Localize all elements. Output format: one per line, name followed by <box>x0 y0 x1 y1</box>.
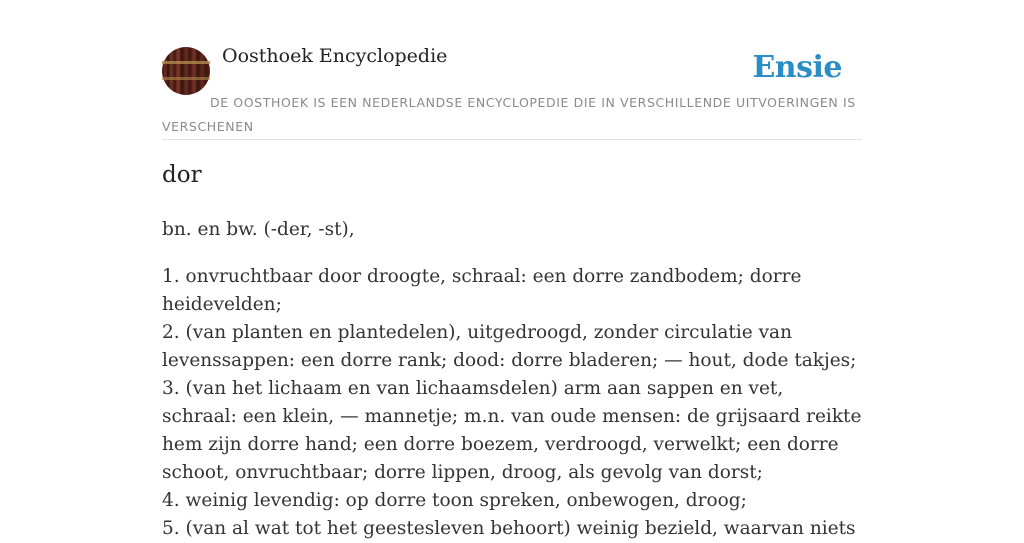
site-title[interactable]: Oosthoek Encyclopedie <box>222 45 448 67</box>
meaning-item-1: 1. onvruchtbaar door droogte, schraal: een dorre zandbodem; dorre heidevelden; <box>162 266 802 315</box>
ensie-logo[interactable]: Ensie <box>752 50 842 85</box>
meaning-item-2: 2. (van planten en plantedelen), uitgedroogd, zonder circulatie van levenssappen: een dorre rank; dood: dorre bladeren; — hout, dode takjes; <box>162 322 857 371</box>
entry-body <box>162 215 862 543</box>
meaning-item-3: 3. (van het lichaam en van lichaamsdelen) arm aan sappen en vet, schraal: een klein, — mannetje; m.n. van oude mensen: de grijsaard reikte hem zijn dorre hand; een dorre boezem, verdroogd, verwelkt; een dorre schoot, onvruchtbaar; dorre lippen, droog, als gevolg van dorst; <box>162 378 862 483</box>
entry-grammar: bn. en bw. (-der, -st), <box>162 219 355 240</box>
meaning-item-5: 5. (van al wat tot het geestesleven behoort) weinig bezield, waarvan niets <box>162 518 856 539</box>
header-divider <box>162 139 862 140</box>
entry-title: dor <box>162 162 202 188</box>
site-subtitle: DE OOSTHOEK IS EEN NEDERLANDSE ENCYCLOPEDIE DIE IN VERSCHILLENDE UITVOERINGEN IS VERSCHENEN <box>162 95 856 134</box>
meaning-item-4: 4. weinig levendig: op dorre toon spreken, onbewogen, droog; <box>162 490 747 511</box>
book-spines-avatar-icon[interactable] <box>162 47 210 95</box>
entry-meanings <box>162 263 862 543</box>
